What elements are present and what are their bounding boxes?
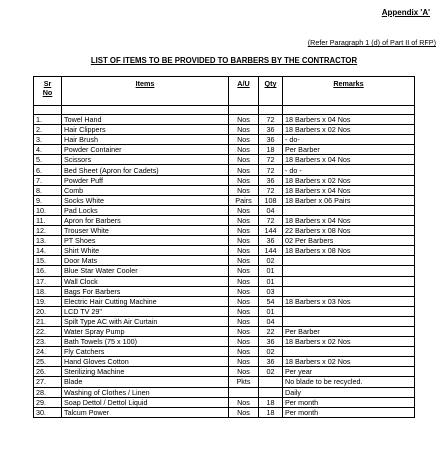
remarks-cell: Per Barber: [283, 145, 415, 155]
au-cell: Nos: [229, 165, 259, 175]
remarks-cell: [283, 347, 415, 357]
sr-cell: 28.: [34, 387, 62, 397]
qty-cell: 36: [259, 125, 283, 135]
table-row: [34, 316, 415, 326]
sr-cell: 16.: [34, 266, 62, 276]
au-cell: Nos: [229, 215, 259, 225]
item-cell: Wall Clock: [62, 276, 229, 286]
table-row: [34, 226, 415, 236]
header-sr-no: [34, 77, 62, 106]
sr-cell: 24.: [34, 347, 62, 357]
item-cell: LCD TV 29": [62, 306, 229, 316]
au-cell: Nos: [229, 326, 259, 336]
item-cell: Spilt Type AC with Air Curtain: [62, 316, 229, 326]
au-cell: Nos: [229, 276, 259, 286]
table-row: [34, 115, 415, 125]
sr-cell: 3.: [34, 135, 62, 145]
remarks-cell: [283, 266, 415, 276]
qty-cell: [259, 387, 283, 397]
sr-cell: 4.: [34, 145, 62, 155]
remarks-cell: Per year: [283, 367, 415, 377]
remarks-cell: 18 Barbers x 02 Nos: [283, 337, 415, 347]
table-row: [34, 215, 415, 225]
remarks-cell: [283, 276, 415, 286]
item-cell: Towel Hand: [62, 115, 229, 125]
qty-cell: 18: [259, 407, 283, 417]
sr-cell: 27.: [34, 377, 62, 387]
sr-cell: 30.: [34, 407, 62, 417]
spacer-cell: [259, 106, 283, 115]
remarks-cell: 18 Barbers x 04 Nos: [283, 115, 415, 125]
qty-cell: 01: [259, 276, 283, 286]
item-cell: Washing of Clothes / Linen: [62, 387, 229, 397]
table-row: [34, 377, 415, 387]
sr-cell: 6.: [34, 165, 62, 175]
spacer-cell: [283, 106, 415, 115]
sr-cell: 12.: [34, 226, 62, 236]
sr-cell: 18.: [34, 286, 62, 296]
qty-cell: 02: [259, 347, 283, 357]
table-header-row: [34, 77, 415, 106]
au-cell: Nos: [229, 236, 259, 246]
header-au: A/U: [229, 77, 259, 106]
sr-cell: 22.: [34, 326, 62, 336]
sr-cell: 19.: [34, 296, 62, 306]
remarks-cell: 02 Per Barbers: [283, 236, 415, 246]
table-row: [34, 387, 415, 397]
au-cell: Pkts: [229, 377, 259, 387]
table-row: [34, 326, 415, 336]
item-cell: Shirt White: [62, 246, 229, 256]
qty-cell: 36: [259, 175, 283, 185]
item-cell: Hand Gloves Cotton: [62, 357, 229, 367]
au-cell: Nos: [229, 246, 259, 256]
header-sr: Sr: [43, 79, 52, 88]
qty-cell: 04: [259, 316, 283, 326]
remarks-cell: 22 Barbers x 08 Nos: [283, 226, 415, 236]
sr-cell: 29.: [34, 397, 62, 407]
remarks-cell: 18 Barbers x 04 Nos: [283, 185, 415, 195]
item-cell: Bath Towels (75 x 100): [62, 337, 229, 347]
qty-cell: 18: [259, 145, 283, 155]
sr-cell: 8.: [34, 185, 62, 195]
table-row: [34, 145, 415, 155]
table-row: [34, 266, 415, 276]
qty-cell: 72: [259, 185, 283, 195]
table-row: [34, 125, 415, 135]
table-row: [34, 135, 415, 145]
item-cell: Fly Catchers: [62, 347, 229, 357]
header-no: No: [42, 88, 53, 97]
qty-cell: 72: [259, 215, 283, 225]
sr-cell: 15.: [34, 256, 62, 266]
remarks-cell: Per month: [283, 397, 415, 407]
item-cell: Comb: [62, 185, 229, 195]
spacer-cell: [34, 106, 62, 115]
item-cell: Talcum Power: [62, 407, 229, 417]
au-cell: Nos: [229, 175, 259, 185]
spacer-cell: [62, 106, 229, 115]
table-row: [34, 175, 415, 185]
table-row: [34, 205, 415, 215]
table-row: [34, 165, 415, 175]
au-cell: Nos: [229, 205, 259, 215]
remarks-cell: 18 Barbers x 08 Nos: [283, 246, 415, 256]
au-cell: Nos: [229, 266, 259, 276]
remarks-cell: 18 Barbers x 04 Nos: [283, 155, 415, 165]
table-row: [34, 367, 415, 377]
table-row: [34, 246, 415, 256]
qty-cell: 144: [259, 226, 283, 236]
item-cell: Scissors: [62, 155, 229, 165]
remarks-cell: [283, 286, 415, 296]
au-cell: Nos: [229, 397, 259, 407]
sr-cell: 17.: [34, 276, 62, 286]
sr-cell: 11.: [34, 215, 62, 225]
sr-cell: 14.: [34, 246, 62, 256]
au-cell: Nos: [229, 125, 259, 135]
header-remarks: Remarks: [283, 77, 415, 106]
sr-cell: 2.: [34, 125, 62, 135]
qty-cell: 01: [259, 266, 283, 276]
header-qty: Qty: [259, 77, 283, 106]
item-cell: Door Mats: [62, 256, 229, 266]
item-cell: Trouser White: [62, 226, 229, 236]
qty-cell: 18: [259, 397, 283, 407]
sr-cell: 25.: [34, 357, 62, 367]
sr-cell: 21.: [34, 316, 62, 326]
sr-cell: 13.: [34, 236, 62, 246]
remarks-cell: No blade to be recycled.: [283, 377, 415, 387]
item-cell: Soap Dettol / Dettol Liquid: [62, 397, 229, 407]
remarks-cell: Daily: [283, 387, 415, 397]
header-items: Items: [62, 77, 229, 106]
au-cell: Nos: [229, 306, 259, 316]
item-cell: Pad Locks: [62, 205, 229, 215]
au-cell: Nos: [229, 185, 259, 195]
refer-paragraph: (Refer Paragraph 1 (d) of Part II of RFP): [307, 38, 436, 47]
sr-cell: 1.: [34, 115, 62, 125]
remarks-cell: [283, 256, 415, 266]
table-row: [34, 296, 415, 306]
table-row: [34, 155, 415, 165]
item-cell: Electric Hair Cutting Machine: [62, 296, 229, 306]
table-row: [34, 357, 415, 367]
au-cell: Nos: [229, 367, 259, 377]
remarks-cell: - do -: [283, 165, 415, 175]
qty-cell: 02: [259, 367, 283, 377]
remarks-cell: Per month: [283, 407, 415, 417]
au-cell: Nos: [229, 357, 259, 367]
qty-cell: 72: [259, 115, 283, 125]
item-cell: Socks White: [62, 195, 229, 205]
sr-cell: 5.: [34, 155, 62, 165]
item-cell: Bed Sheet (Apron for Cadets): [62, 165, 229, 175]
remarks-cell: [283, 306, 415, 316]
au-cell: Nos: [229, 115, 259, 125]
qty-cell: 03: [259, 286, 283, 296]
item-cell: Powder Container: [62, 145, 229, 155]
au-cell: Nos: [229, 155, 259, 165]
remarks-cell: 18 Barbers x 02 Nos: [283, 357, 415, 367]
table-row: [34, 306, 415, 316]
sr-cell: 23.: [34, 337, 62, 347]
item-cell: Powder Puff: [62, 175, 229, 185]
remarks-cell: 18 Barber x 06 Pairs: [283, 195, 415, 205]
au-cell: Nos: [229, 256, 259, 266]
table-row: [34, 337, 415, 347]
au-cell: Nos: [229, 316, 259, 326]
qty-cell: 04: [259, 205, 283, 215]
item-cell: PT Shoes: [62, 236, 229, 246]
remarks-cell: [283, 316, 415, 326]
table-row: [34, 407, 415, 417]
item-cell: Sterilizing Machine: [62, 367, 229, 377]
au-cell: [229, 387, 259, 397]
item-cell: Hair Clippers: [62, 125, 229, 135]
qty-cell: 36: [259, 337, 283, 347]
remarks-cell: Per Barber: [283, 326, 415, 336]
spacer-row: [34, 106, 415, 115]
qty-cell: 02: [259, 256, 283, 266]
au-cell: Nos: [229, 145, 259, 155]
item-cell: Hair Brush: [62, 135, 229, 145]
table-row: [34, 347, 415, 357]
item-cell: Water Spray Pump: [62, 326, 229, 336]
sr-cell: 7.: [34, 175, 62, 185]
qty-cell: 72: [259, 155, 283, 165]
qty-cell: 36: [259, 135, 283, 145]
au-cell: Nos: [229, 226, 259, 236]
qty-cell: 36: [259, 236, 283, 246]
spacer-cell: [229, 106, 259, 115]
au-cell: Nos: [229, 135, 259, 145]
item-cell: Blue Star Water Cooler: [62, 266, 229, 276]
table-row: [34, 397, 415, 407]
item-cell: Bags For Barbers: [62, 286, 229, 296]
qty-cell: 54: [259, 296, 283, 306]
table-row: [34, 185, 415, 195]
item-cell: Blade: [62, 377, 229, 387]
remarks-cell: - do-: [283, 135, 415, 145]
remarks-cell: 18 Barbers x 03 Nos: [283, 296, 415, 306]
remarks-cell: 18 Barbers x 04 Nos: [283, 215, 415, 225]
au-cell: Nos: [229, 286, 259, 296]
qty-cell: 22: [259, 326, 283, 336]
table-row: [34, 286, 415, 296]
sr-cell: 10.: [34, 205, 62, 215]
au-cell: Nos: [229, 407, 259, 417]
items-table: [33, 76, 415, 418]
remarks-cell: 18 Barbers x 02 Nos: [283, 125, 415, 135]
qty-cell: 144: [259, 246, 283, 256]
qty-cell: 108: [259, 195, 283, 205]
qty-cell: 36: [259, 357, 283, 367]
remarks-cell: 18 Barbers x 02 Nos: [283, 175, 415, 185]
au-cell: Nos: [229, 296, 259, 306]
appendix-label: Appendix 'A': [381, 8, 430, 17]
item-cell: Apron for Barbers: [62, 215, 229, 225]
au-cell: Nos: [229, 347, 259, 357]
table-row: [34, 276, 415, 286]
qty-cell: [259, 377, 283, 387]
au-cell: Nos: [229, 337, 259, 347]
qty-cell: 01: [259, 306, 283, 316]
sr-cell: 9.: [34, 195, 62, 205]
table-row: [34, 256, 415, 266]
sr-cell: 20.: [34, 306, 62, 316]
remarks-cell: [283, 205, 415, 215]
qty-cell: 72: [259, 165, 283, 175]
table-row: [34, 236, 415, 246]
page-title: LIST OF ITEMS TO BE PROVIDED TO BARBERS BY THE CONTRACTOR: [90, 56, 358, 65]
sr-cell: 26.: [34, 367, 62, 377]
au-cell: Pairs: [229, 195, 259, 205]
table-row: [34, 195, 415, 205]
